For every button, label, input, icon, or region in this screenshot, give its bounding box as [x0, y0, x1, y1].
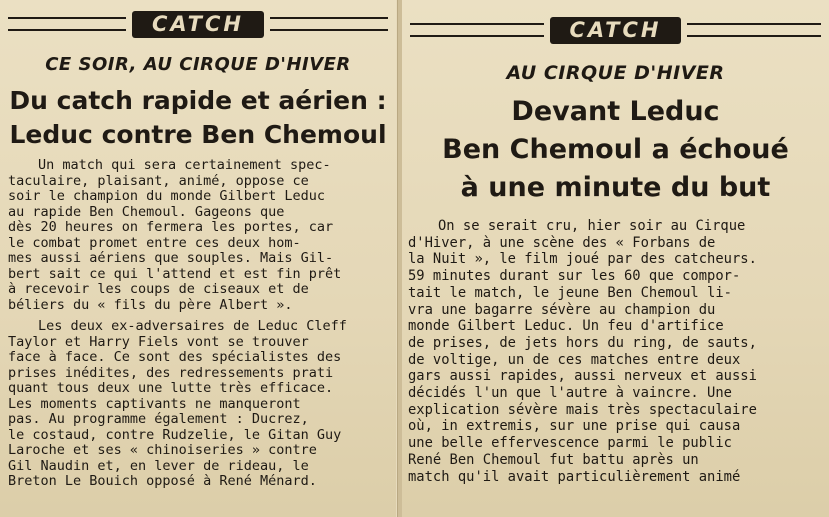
right-headline-line-2: Ben Chemoul a échoué	[442, 134, 789, 165]
text-line: une belle effervescence parmi le public	[408, 435, 732, 452]
banner-rule-left	[410, 23, 544, 37]
text-line: où, in extremis, sur une prise qui causa	[408, 418, 741, 435]
right-headline-line-1: Devant Leduc	[511, 96, 720, 127]
text-line: vra une bagarre sévère au champion du	[408, 301, 716, 318]
text-line: quant tous deux une lutte très efficace.	[8, 380, 334, 396]
text-line: décidés l'un que l'autre à vaincre. Une	[408, 385, 732, 402]
text-line: Taylor et Harry Fiels vont se trouver	[8, 333, 309, 350]
text-line: taculaire, plaisant, animé, oppose ce	[8, 172, 309, 189]
text-line: Un match qui sera certainement spec-	[38, 157, 331, 173]
text-line: béliers du « fils du père Albert ».	[8, 296, 293, 313]
text-line: prises inédites, des redressements prati	[8, 364, 334, 381]
right-paragraph	[408, 218, 823, 485]
left-clipping	[0, 0, 396, 517]
left-headline-line-2: Leduc contre Ben Chemoul	[9, 120, 387, 149]
banner-rule-right	[687, 23, 821, 37]
banner-rule-right	[270, 17, 388, 31]
left-paragraph-1	[8, 158, 390, 313]
right-headline-line-3: à une minute du but	[460, 172, 771, 203]
text-line: d'Hiver, à une scène des « Forbans de	[408, 234, 716, 251]
text-line: Les moments captivants ne manqueront	[8, 395, 301, 412]
right-banner-label: CATCH	[550, 17, 682, 44]
text-line: monde Gilbert Leduc. Un feu d'artifice	[408, 318, 724, 335]
text-line: gars aussi rapides, aussi nerveux et aussi	[408, 368, 757, 385]
text-line: On se serait cru, hier soir au Cirque	[438, 218, 746, 234]
text-line: le costaud, contre Rudzelie, le Gitan Guy	[8, 426, 342, 443]
text-line: Les deux ex-adversaires de Leduc Cleff	[38, 318, 347, 334]
text-line: René Ben Chemoul fut battu après un	[408, 451, 699, 468]
left-kicker: CE SOIR, AU CIRQUE D'HIVER	[45, 54, 351, 75]
left-article-body	[8, 158, 390, 490]
right-article-body	[408, 218, 823, 485]
right-catch-banner	[410, 14, 821, 46]
left-catch-banner	[8, 8, 388, 40]
right-kicker: AU CIRQUE D'HIVER	[506, 62, 725, 84]
text-line: tait le match, le jeune Ben Chemoul li-	[408, 284, 732, 301]
text-line: au rapide Ben Chemoul. Gageons que	[8, 203, 285, 220]
text-line: de voltige, un de ces matches entre deux	[408, 351, 741, 368]
text-line: bert sait ce qui l'attend et est fin prêt	[8, 265, 342, 282]
text-line: explication sévère mais très spectaculaire	[408, 401, 757, 418]
text-line: Breton Le Bouich opposé à René Ménard.	[8, 473, 317, 489]
text-line: Laroche et ses « chinoiseries » contre	[8, 442, 317, 458]
text-line: Gil Naudin et, en lever de rideau, le	[8, 457, 309, 474]
right-clipping	[402, 0, 829, 517]
text-line: à recevoir les coups de ciseaux et de	[8, 281, 309, 297]
left-paragraph-2	[8, 319, 390, 490]
text-line: 59 minutes durant sur les 60 que compor-	[408, 268, 741, 285]
text-line: pas. Au programme également : Ducrez,	[8, 411, 309, 427]
text-line: la Nuit », le film joué par des catcheurs.	[408, 251, 757, 268]
text-line: de prises, de jets hors du ring, de sauts,	[408, 334, 757, 351]
banner-rule-left	[8, 17, 126, 31]
text-line: soir le champion du monde Gilbert Leduc	[8, 188, 325, 204]
text-line: match qu'il avait particulièrement animé	[408, 468, 741, 485]
text-line: mes aussi aériens que souples. Mais Gil-	[8, 250, 334, 266]
text-line: face à face. Ce sont des spécialistes des	[8, 349, 342, 365]
left-banner-label: CATCH	[132, 11, 264, 38]
left-headline-line-1: Du catch rapide et aérien :	[9, 86, 387, 115]
text-line: le combat promet entre ces deux hom-	[8, 234, 301, 251]
text-line: dès 20 heures on fermera les portes, car	[8, 219, 334, 235]
